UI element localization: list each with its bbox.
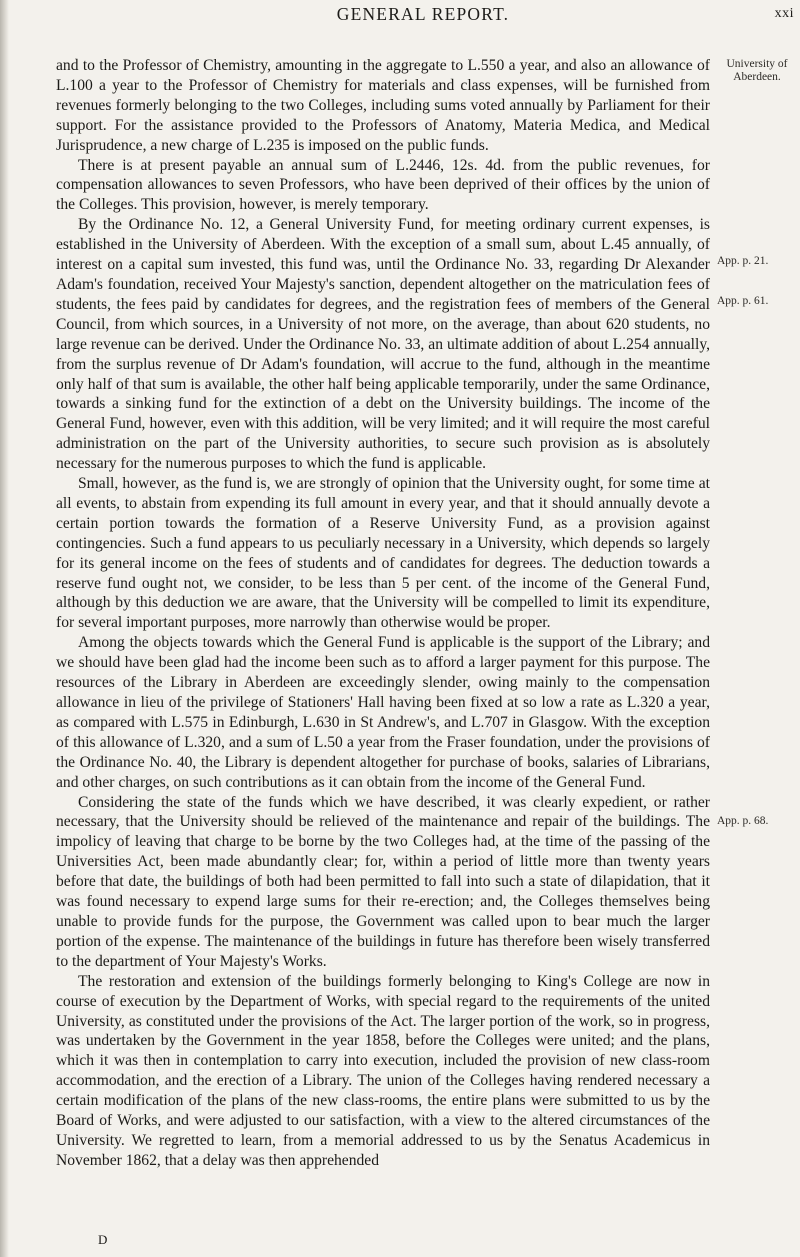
page-title: GENERAL REPORT.	[336, 4, 510, 24]
paragraph-general-university-fund: By the Ordinance No. 12, a General University Fund, for meeting ordinary current expenses, is established in the University of Aberdeen. With the exception of a small sum, about L.45 annually, of interest on a capital sum invested, this fund was, until the Ordinance No. 33, regarding Dr Alexander Adam's foundation, received Your Majesty's sanction, dependent altogether on the matriculation fees of students, the fees paid by candidates for degrees, and the registration fees of members of the General Council, from which sources, in a University of not more, on the average, than about 620 students, no large revenue can be derived. Under the Ordinance No. 33, an ultimate addition of about L.254 annually, from the surplus revenue of Dr Adam's foundation, will accrue to the fund, although in the meantime only half of that sum is available, the other half being applicable temporarily, under the same Ordinance, towards a sinking fund for the extinction of a debt on the University buildings. The income of the General Fund, however, even with this addition, will be very limited; and it will require the most careful administration on the part of the University authorities, to secure such provision as is absolutely necessary for the numerous purposes to which the fund is applicable.	[56, 216, 710, 473]
running-head	[52, 4, 794, 34]
page-number: xxi	[774, 6, 794, 21]
margin-note-app-61: App. p. 61.	[717, 295, 769, 307]
margin-note-app-21: App. p. 21.	[717, 255, 769, 267]
paragraph-buildings-maintenance: Considering the state of the funds which we have described, it was clearly expedient, or rather necessary, that the University should be relieved of the maintenance and repair of the buildings. The impolicy of leaving that charge to be borne by the two Colleges had, at the time of the passing of the Universities Act, been made abundantly clear; for, within a period of little more than twenty years before that date, the buildings of both had been permitted to fall into such a state of dilapidation, that it was found necessary to expend large sums for their re-erection; and, the Colleges themselves being unable to provide funds for the purpose, the Government was called upon to bear much the larger portion of the expense. The maintenance of the buildings in future has therefore been wisely transferred to the department of Your Majesty's Works.	[56, 793, 710, 970]
margin-note-app-68: App. p. 68.	[717, 815, 769, 827]
paragraph-professor-allowances: and to the Professor of Chemistry, amounting in the aggregate to L.550 a year, and also an allowance of L.100 a year to the Professor of Chemistry for materials and class expenses, will be furnished from revenues formerly belonging to the two Colleges, including sums voted annually by Parliament for their support. For the assistance provided to the Professors of Anatomy, Materia Medica, and Medical Jurisprudence, a new charge of L.235 is imposed on the public funds.	[56, 57, 710, 154]
paragraph-reserve-fund: Small, however, as the fund is, we are strongly of opinion that the University ought, for some time at all events, to abstain from expending its full amount in every year, and that it should annually devote a certain portion towards the formation of a Reserve University Fund, as a provision against contingencies. Such a fund appears to us peculiarly necessary in a University, which depends so largely for its general income on the fees of students and of candidates for degrees. The deduction towards a reserve fund ought not, we consider, to be less than 5 per cent. of the income of the General Fund, although by this deduction we are aware, that the University will be compelled to limit its expenditure, for several important purposes, more narrowly than otherwise would be proper.	[56, 475, 710, 632]
paragraph-compensation-allowances: There is at present payable an annual sum of L.2446, 12s. 4d. from the public revenues, for compensation allowances to seven Professors, who have been deprived of their offices by the union of the Colleges. This provision, however, is merely temporary.	[56, 156, 710, 214]
paragraph-buildings-restoration: The restoration and extension of the buildings formerly belonging to King's College are now in course of execution by the Department of Works, with special regard to the requirements of the united University, as constituted under the provisions of the Act. The larger portion of the work, so in progress, was undertaken by the Government in the year 1858, before the Colleges were united; and the plans, which it was then in contemplation to carry into execution, included the provision of new class-room accommodation, and the erection of a Library. The union of the Colleges having rendered necessary a certain modification of the plans of the new class-rooms, the entire plans were submitted to us by the Board of Works, and were adjusted to our satisfaction, with a view to the altered circumstances of the University. We regretted to learn, from a memorial addressed to us by the Senatus Academicus in November 1862, that a delay was then apprehended	[56, 972, 710, 1169]
paragraph-library: Among the objects towards which the General Fund is applicable is the support of the Library; and we should have been glad had the income been such as to afford a larger payment for this purpose. The resources of the Library in Aberdeen are exceedingly slender, owing mainly to the compensation allowance in lieu of the privilege of Stationers' Hall having been fixed at so low a rate as L.320 a year, as compared with L.575 in Edinburgh, L.630 in St Andrew's, and L.707 in Glasgow. With the exception of this allowance of L.320, and a sum of L.50 a year from the Fraser foundation, under the provisions of the Ordinance No. 40, the Library is dependent altogether for purchase of books, salaries of Librarians, and other charges, on such contributions as it can obtain from the income of the General Fund.	[56, 634, 710, 791]
report-body	[56, 56, 710, 1171]
signature-mark: D	[98, 1232, 108, 1247]
scan-binding-edge	[0, 0, 9, 1257]
margin-note-university: University of Aberdeen.	[726, 58, 788, 83]
